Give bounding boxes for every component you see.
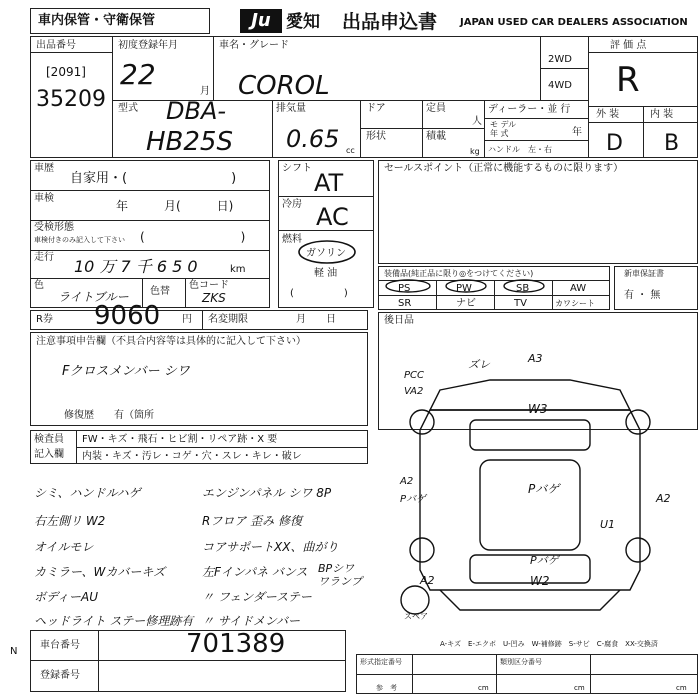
year-label: 年 式 — [490, 129, 509, 138]
inspector-note-7: エンジンパネル シワ 8P — [202, 486, 332, 500]
evaluation-score: R — [616, 60, 640, 100]
category-number-label: 類別区分番号 — [500, 658, 542, 666]
n-mark: N — [10, 646, 18, 657]
mark-a2-left-b: Pバゲ — [400, 494, 427, 505]
handle-label: ハンドル 左・右 — [488, 145, 552, 154]
storage-note: 車内保管・守衛保管 — [38, 13, 156, 28]
inspector-note-4: カミラー、Wカバーキズ — [34, 565, 166, 579]
warranty-label: 新車保証書 — [624, 269, 664, 278]
mark-a2-left: A2 — [400, 476, 414, 487]
mark-center: Pバゲ — [528, 482, 560, 496]
equip-tv: TV — [514, 298, 527, 309]
inspector-label-1: 検査員 — [34, 434, 64, 445]
inspector-row-2: 内装・キズ・汚レ・コゲ・穴・スレ・キレ・破レ — [82, 451, 302, 462]
transfer-value: ( ) — [140, 230, 246, 244]
equip-pw: PW — [456, 283, 472, 294]
loading-unit: kg — [470, 147, 480, 156]
cm-2: cm — [574, 684, 585, 692]
inspector-note-10: 左Fインパネ バンス — [202, 565, 308, 579]
equip-sr: SR — [398, 298, 412, 309]
month-suffix: 月 — [200, 86, 210, 97]
warranty-value: 有 ・ 無 — [624, 290, 661, 301]
rename-label: 名変期限 — [208, 314, 248, 325]
equip-ps: PS — [398, 283, 411, 294]
drive-4wd: 4WD — [548, 80, 572, 91]
shift-label: シフト — [282, 163, 312, 174]
inspector-note-12: 〃 サイドメンバー — [202, 614, 301, 628]
cc-unit: cc — [346, 146, 355, 155]
inspector-note-extra: BPシワ ワランプ — [318, 562, 362, 588]
color-code-value: ZKS — [202, 291, 226, 305]
recycle-value: 9060 — [94, 301, 161, 331]
vehicle-info-table — [30, 36, 698, 158]
model-value-2: HB25S — [146, 127, 233, 157]
cm-3: cm — [676, 684, 687, 692]
loading-label: 積載 — [426, 131, 446, 142]
ac-value: AC — [316, 203, 349, 231]
dealer-label: ディーラー・並 行 — [488, 104, 571, 115]
mark-top: ズレ — [468, 358, 490, 371]
mark-pcc: PCC — [404, 370, 424, 381]
sheet-title: 出品申込書 — [342, 11, 438, 33]
inspector-label-2: 記入欄 — [34, 449, 64, 460]
inspector-note-1: シミ、ハンドルハゲ — [34, 486, 141, 500]
name-grade-value: COROL — [238, 71, 330, 101]
inspector-note-9: コアサポートXX、曲がり — [202, 540, 339, 554]
mark-u1: U1 — [600, 518, 616, 531]
shift-value: AT — [314, 169, 344, 197]
mark-w2: W2 — [530, 574, 550, 588]
displacement-label: 排気量 — [276, 103, 306, 114]
mark-spare: スペア — [404, 612, 428, 621]
mark-w3: W3 — [528, 402, 548, 416]
equip-leather: カワシート — [555, 299, 595, 308]
exterior-grade: D — [606, 131, 623, 156]
rename-value: 月 日 — [296, 314, 336, 325]
year-unit: 年 — [572, 127, 582, 138]
fuel-label: 燃料 — [282, 234, 302, 245]
inspector-note-6: ヘッドライト ステー修理跡有 — [34, 614, 194, 628]
shape-label: 形状 — [366, 131, 386, 142]
inspector-row-1: FW・キズ・飛石・ヒビ割・リペア跡・X 要 — [82, 434, 278, 445]
transfer-label: 受検形態 — [34, 222, 74, 233]
ju-logo: Ju — [240, 9, 282, 33]
equip-navi: ナビ — [456, 298, 476, 309]
reference-label: 参 考 — [376, 684, 397, 692]
equipment-circle-marks — [384, 278, 587, 294]
mark-a2-right: A2 — [656, 492, 671, 505]
color-label: 色 — [34, 280, 44, 291]
lot-sub-number: [2091] — [46, 65, 86, 79]
color-code-label: 色コード — [189, 280, 229, 291]
inspector-note-8: Rフロア 歪み 修復 — [202, 514, 302, 528]
sales-point-label: セールスポイント（正常に機能するものに限ります） — [384, 163, 624, 174]
first-reg-label: 初度登録年月 — [118, 40, 178, 51]
brand-name: 愛知 — [286, 12, 320, 32]
interior-label: 内 装 — [650, 109, 674, 120]
repair-label: 修復歴 有（箇所 — [64, 410, 154, 421]
color-change-label: 色替 — [150, 286, 170, 297]
fuel-other: ( ) — [290, 288, 348, 299]
inspection-label: 車検 — [34, 193, 54, 204]
car-history-label: 車歴 — [34, 163, 54, 174]
inspector-note-2: 右左側リ W2 — [34, 514, 106, 528]
displacement-value: 0.65 — [286, 125, 340, 153]
evaluation-label: 評 価 点 — [610, 40, 647, 51]
recycle-unit: 円 — [182, 314, 192, 325]
mark-pbage: Pバゲ — [530, 554, 559, 567]
inspector-note-3: オイルモレ — [34, 540, 94, 554]
name-grade-label: 車名・グレード — [219, 40, 289, 51]
recycle-label: R券 — [36, 314, 53, 325]
cm-1: cm — [478, 684, 489, 692]
mileage-label: 走行 — [34, 252, 54, 263]
notes-handwritten: Fクロスメンバー シワ — [62, 364, 190, 379]
first-reg-value: 22 — [120, 58, 156, 91]
lot-number-label: 出品番号 — [36, 40, 76, 51]
inspector-note-5: ボディーAU — [34, 590, 99, 604]
color-value: ライトブルー — [58, 290, 129, 304]
equip-aw: AW — [570, 283, 587, 294]
chassis-number-value: 701389 — [186, 629, 286, 659]
exterior-label: 外 装 — [596, 109, 620, 120]
diagram-legend: A-キズ E-エクボ U-凹み W-補修跡 S-サビ C-腐食 XX-交換済 — [440, 640, 658, 648]
mileage-value: 10 万 7 千 6 5 0 — [74, 257, 198, 276]
equipment-label: 装備品(純正品に限り◎をつけてください) — [384, 269, 534, 278]
sales-point-box — [378, 160, 698, 264]
door-label: ドア — [366, 103, 386, 114]
model-label: 型式 — [118, 103, 138, 114]
mark-va: VA2 — [404, 386, 424, 397]
interior-grade: B — [664, 131, 680, 156]
capacity-unit: 人 — [472, 116, 482, 127]
chassis-number-label: 車台番号 — [40, 640, 80, 651]
fuel-circle-mark — [296, 238, 358, 266]
mileage-unit: km — [230, 264, 246, 275]
mark-top-a: A3 — [528, 352, 543, 365]
car-history-value: 自家用・( ) — [70, 171, 237, 186]
inspector-note-11: 〃 フェンダーステー — [202, 590, 312, 604]
fuel-diesel: 軽 油 — [314, 268, 338, 279]
capacity-label: 定員 — [426, 103, 446, 114]
drive-2wd: 2WD — [548, 54, 572, 65]
notes-label: 注意事項申告欄（不具合内容等は具体的に記入して下さい） — [36, 336, 306, 347]
memo-label: 後日品 — [384, 315, 414, 326]
fuel-gas: ガソリン — [306, 248, 346, 259]
model-value-1: DBA- — [166, 97, 227, 125]
mark-a2-bottom: A2 — [420, 574, 435, 587]
model-year-label: モ デル — [490, 120, 517, 129]
registration-number-label: 登録番号 — [40, 670, 80, 681]
ac-label: 冷房 — [282, 199, 302, 210]
form-number-label: 形式指定番号 — [360, 658, 402, 666]
inspection-value: 年 月( 日) — [116, 199, 234, 213]
association-name: JAPAN USED CAR DEALERS ASSOCIATION — [460, 17, 688, 28]
equip-sb: SB — [516, 283, 530, 294]
lot-number: 35209 — [36, 87, 106, 112]
transfer-note: 車検付きのみ記入して下さい — [34, 236, 125, 244]
